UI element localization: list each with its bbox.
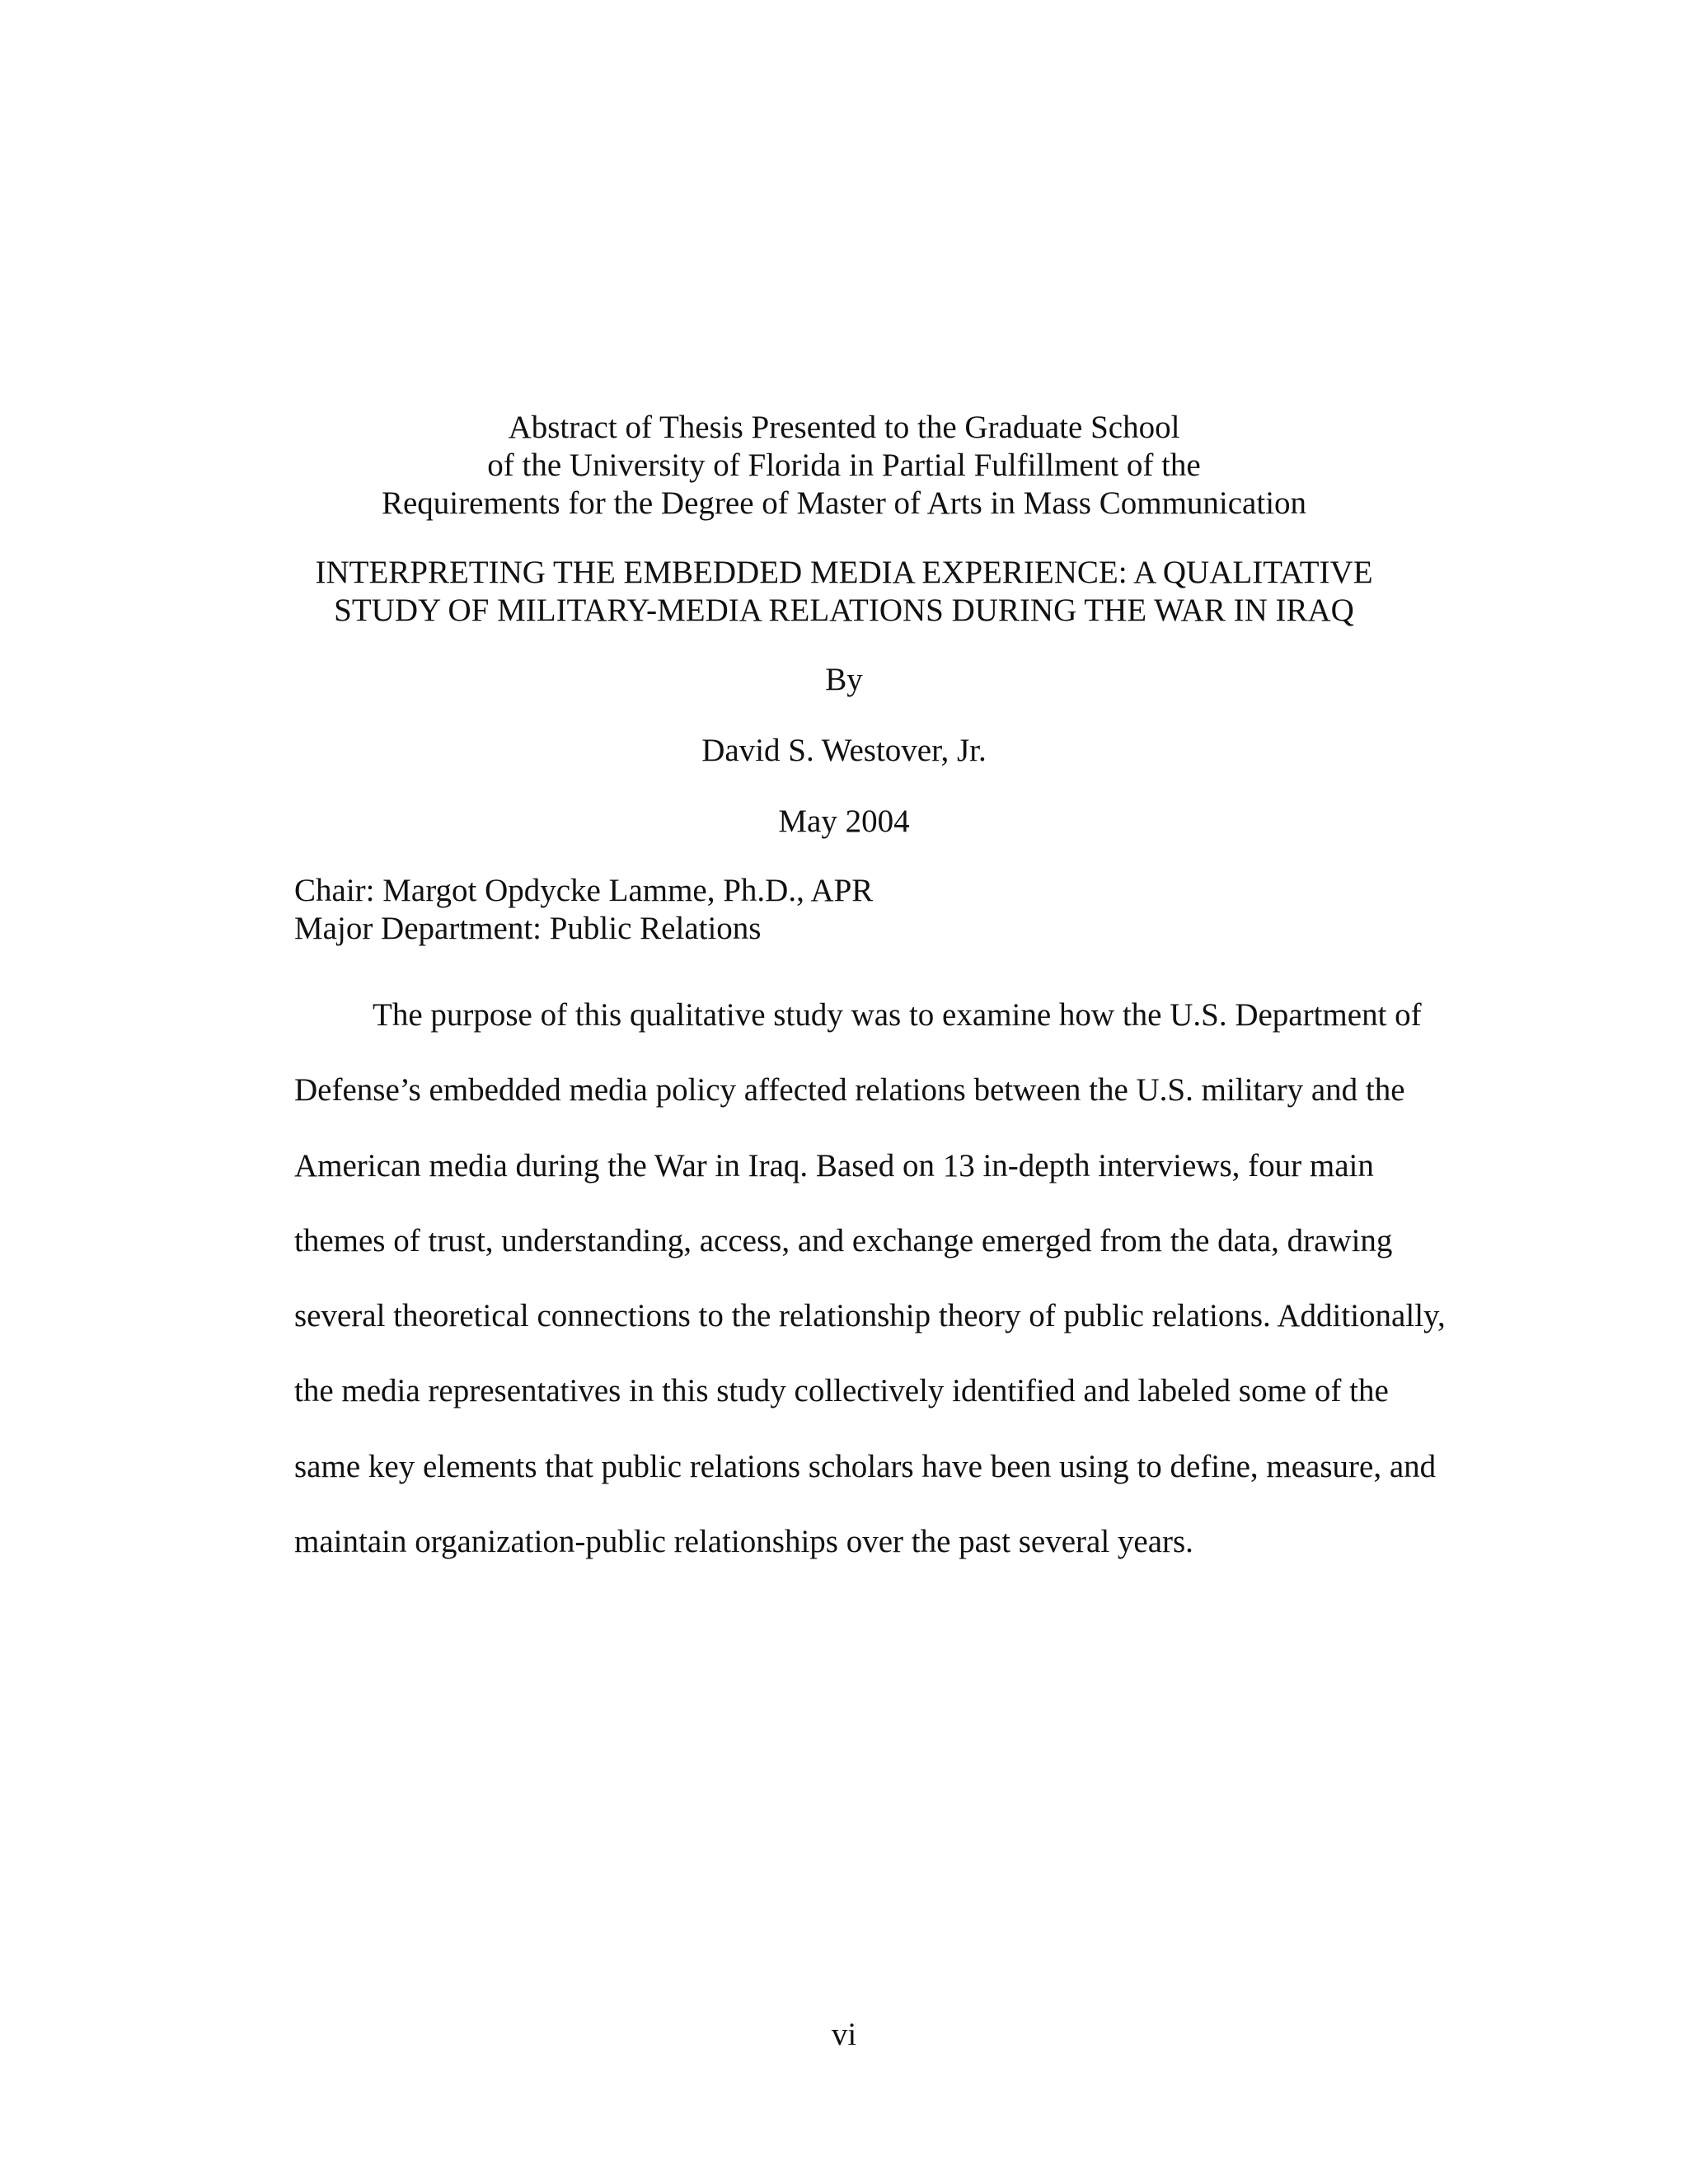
abstract-body-line: the media representatives in this study collectively identified and labeled some of the	[294, 1373, 1389, 1409]
author-name: David S. Westover, Jr.	[701, 733, 987, 768]
abstract-body-line: The purpose of this qualitative study was to examine how the U.S. Department of	[373, 997, 1422, 1033]
committee-chair: Chair: Margot Opdycke Lamme, Ph.D., APR	[294, 873, 874, 908]
thesis-title	[0, 554, 1688, 630]
abstract-heading-line: Requirements for the Degree of Master of Arts in Mass Communication	[381, 485, 1307, 521]
abstract-body-line: American media during the War in Iraq. Based on 13 in-depth interviews, four main	[294, 1147, 1374, 1183]
abstract-heading-line: of the University of Florida in Partial Fulfillment of the	[487, 448, 1201, 483]
committee-info	[294, 872, 873, 948]
page-number: vi	[831, 2017, 857, 2052]
abstract-body-line: same key elements that public relations scholars have been using to define, measure, and	[294, 1448, 1437, 1484]
abstract-body-line: themes of trust, understanding, access, and exchange emerged from the data, drawing	[294, 1222, 1393, 1258]
abstract-heading	[0, 409, 1688, 523]
major-department: Major Department: Public Relations	[294, 911, 762, 946]
abstract-heading-line: Abstract of Thesis Presented to the Graduate School	[508, 410, 1180, 445]
abstract-body-line: several theoretical connections to the relationship theory of public relations. Additionally,	[294, 1298, 1446, 1334]
abstract-body	[294, 977, 1498, 1579]
thesis-title-line: STUDY OF MILITARY-MEDIA RELATIONS DURING THE WAR IN IRAQ	[334, 593, 1354, 628]
abstract-body-line: Defense’s embedded media policy affected relations between the U.S. military and the	[294, 1072, 1405, 1108]
submission-date: May 2004	[778, 804, 910, 839]
by-label: By	[825, 662, 863, 697]
abstract-body-line: maintain organization-public relationships over the past several years.	[294, 1524, 1193, 1560]
thesis-title-line: INTERPRETING THE EMBEDDED MEDIA EXPERIENCE: A QUALITATIVE	[315, 555, 1373, 590]
